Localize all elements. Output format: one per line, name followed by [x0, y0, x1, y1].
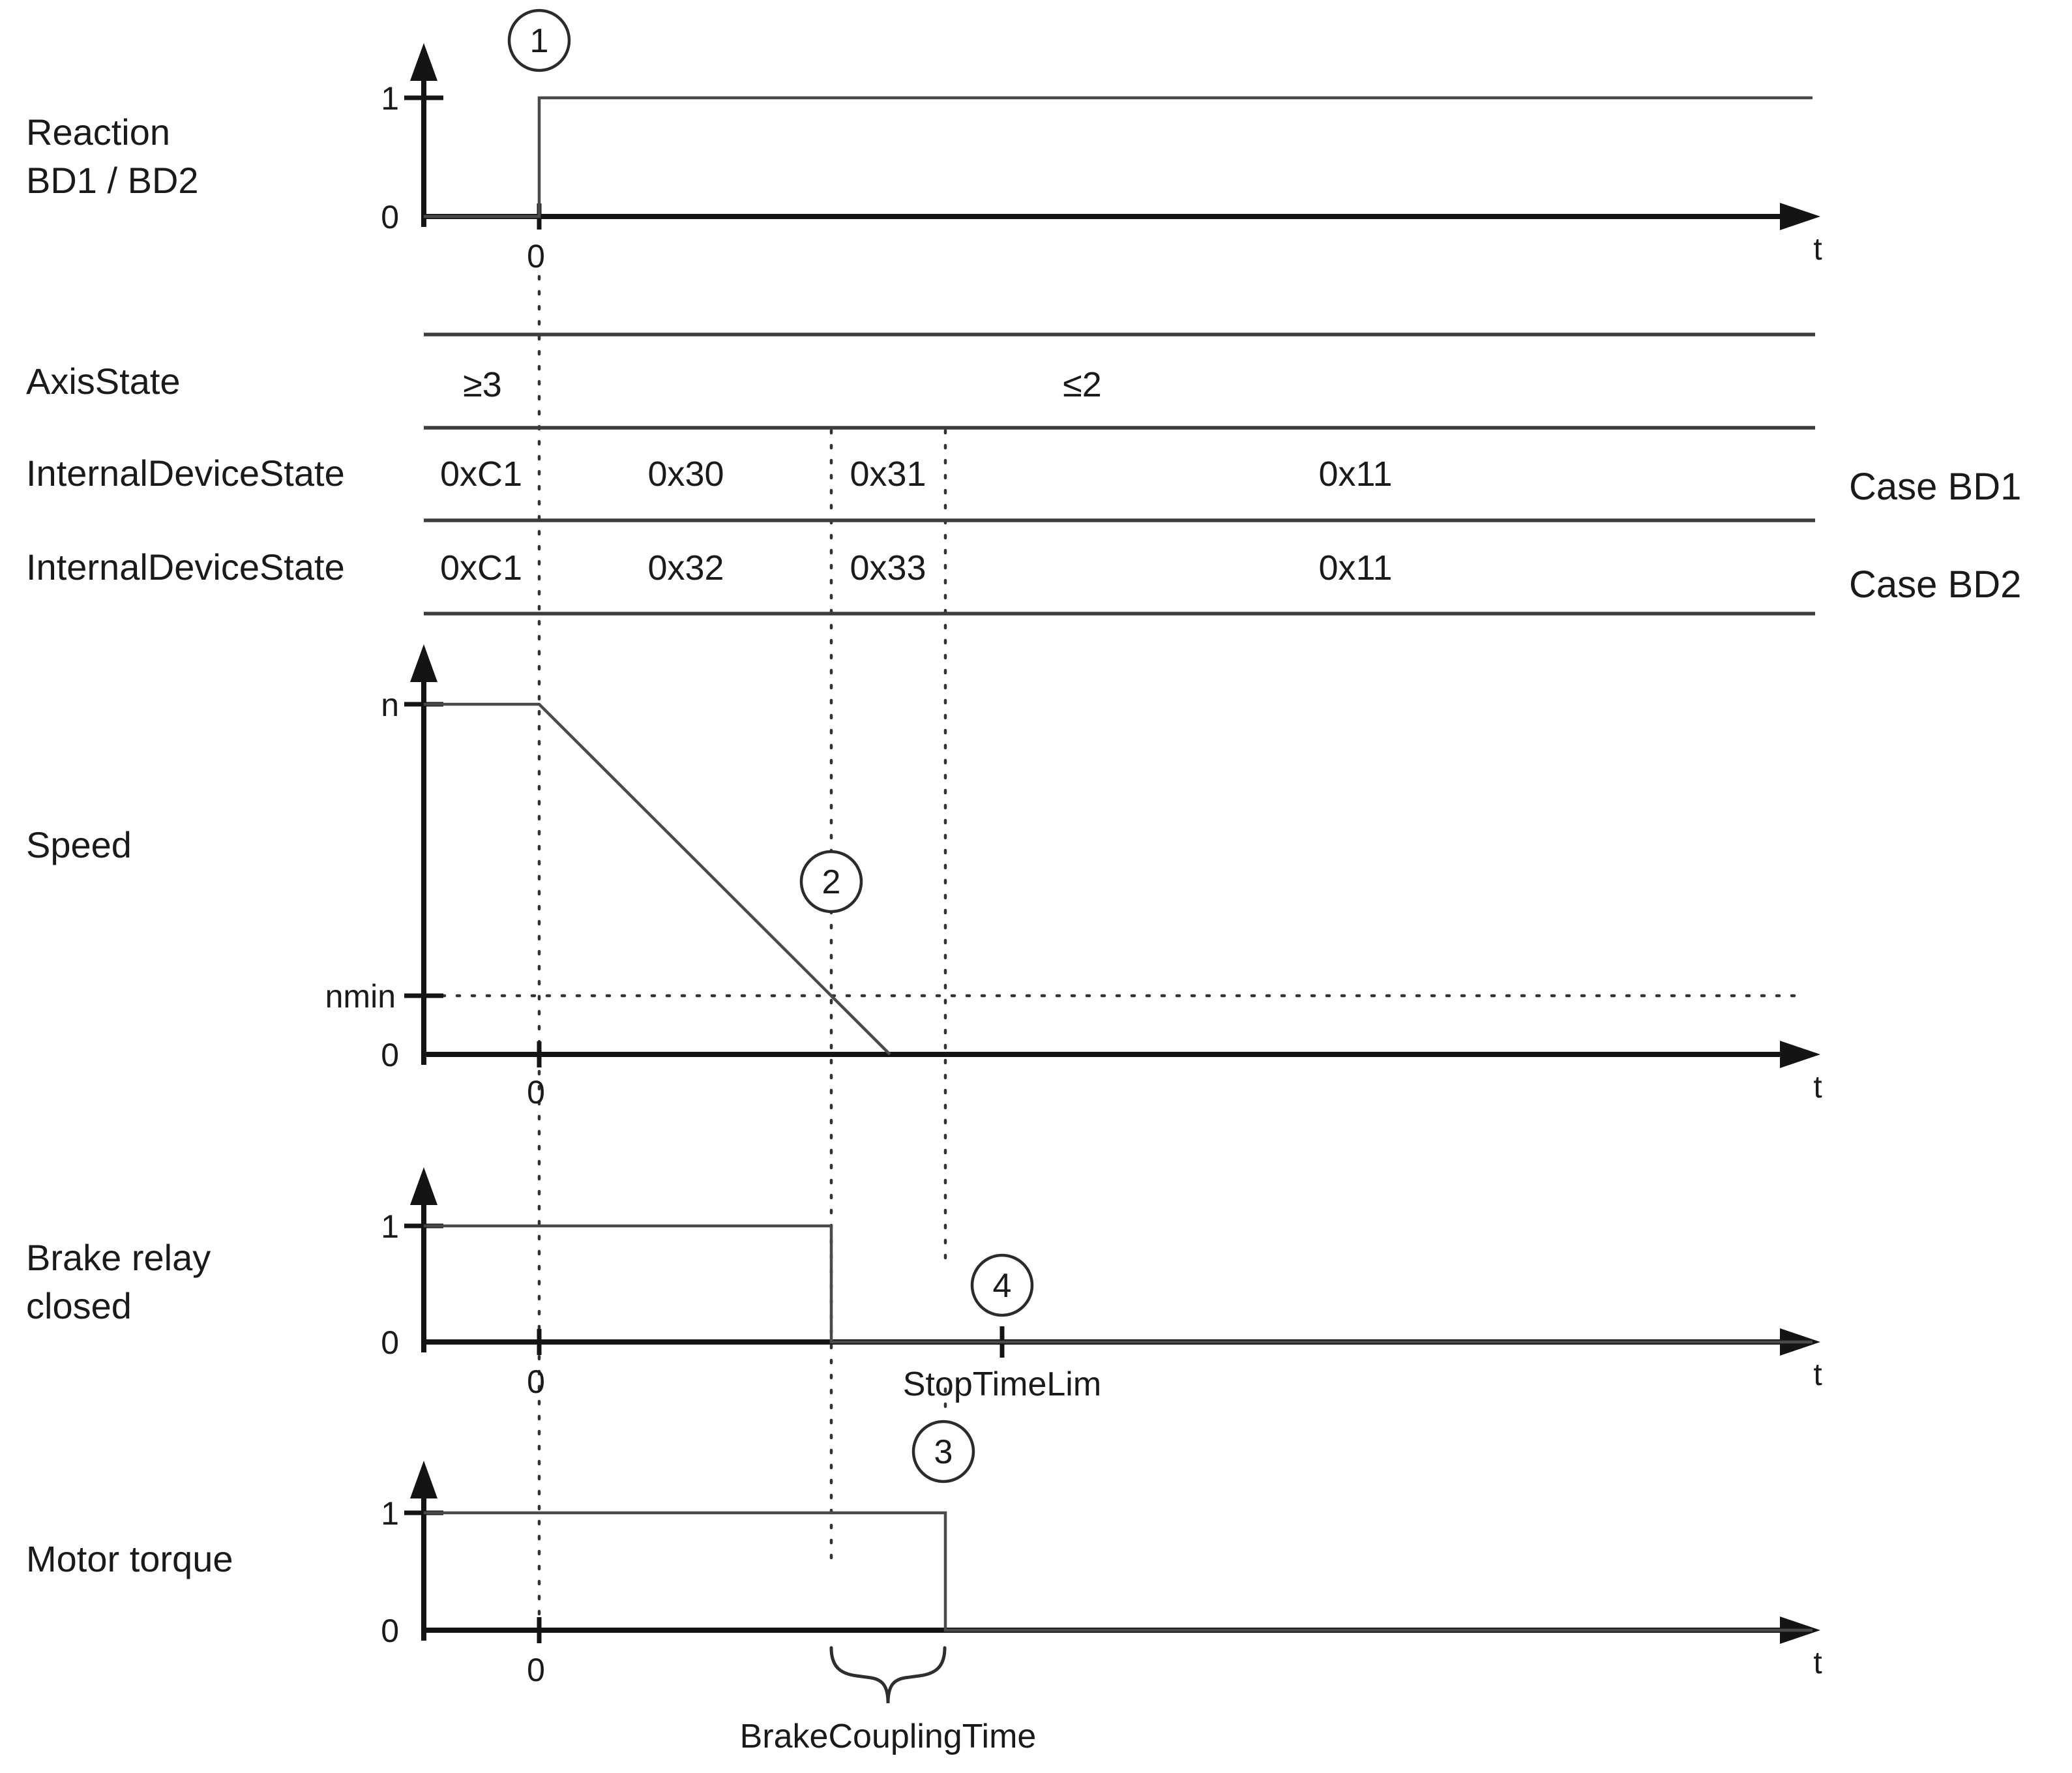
brake-xlabel-0: 0	[527, 1363, 545, 1400]
bd1-state-0xC1: 0xC1	[439, 454, 523, 494]
axis-state-before: ≥3	[463, 365, 502, 404]
speed-ylabel-n: n	[381, 687, 399, 723]
bd2-state-0x11: 0x11	[1318, 548, 1393, 588]
reaction-ylabel-0: 0	[381, 199, 399, 235]
brake-relay-panel	[26, 1167, 1822, 1403]
speed-xlabel-0: 0	[527, 1074, 545, 1110]
motor-torque-panel	[26, 1422, 1822, 1755]
dashed-guides	[427, 276, 1806, 1630]
state-rows	[26, 335, 2021, 614]
motor-ylabel-0: 0	[381, 1613, 399, 1649]
speed-ylabel-nmin: nmin	[325, 978, 396, 1015]
brake-coupling-time-brace-icon	[831, 1648, 945, 1703]
speed-panel	[26, 644, 1822, 1110]
speed-label: Speed	[26, 824, 132, 865]
reaction-t-axis-arrow-icon	[1780, 203, 1820, 230]
bd1-state-0x31: 0x31	[850, 454, 926, 494]
event-marker-3-number: 3	[934, 1433, 953, 1471]
brake-label-line2: closed	[26, 1285, 132, 1326]
speed-t-axis-arrow-icon	[1780, 1041, 1820, 1068]
bd1-state-0x30: 0x30	[647, 454, 724, 494]
brake-coupling-time-label: BrakeCouplingTime	[739, 1718, 1037, 1755]
motor-y-axis-arrow-icon	[410, 1461, 437, 1498]
bd2-state-0x32: 0x32	[647, 548, 724, 588]
event-marker-4-number: 4	[992, 1267, 1012, 1305]
device-state-row-bd1	[26, 453, 2021, 508]
event-marker-2-number: 2	[821, 863, 841, 901]
brake-ylabel-0: 0	[381, 1324, 399, 1361]
bd2-state-0x33: 0x33	[850, 548, 926, 588]
brake-y-axis-arrow-icon	[410, 1167, 437, 1205]
reaction-ylabel-1: 1	[381, 80, 399, 117]
speed-xlabel-t: t	[1813, 1070, 1822, 1105]
brake-xlabel-t: t	[1813, 1358, 1822, 1392]
motor-xlabel-0: 0	[527, 1652, 545, 1688]
reaction-xlabel-t: t	[1813, 232, 1822, 267]
bd2-state-0xC1: 0xC1	[439, 548, 523, 588]
brake-stoptimelim-label: StopTimeLim	[902, 1365, 1102, 1403]
brake-waveform	[424, 1226, 1813, 1342]
speed-y-axis-arrow-icon	[410, 644, 437, 682]
brake-label-line1: Brake relay	[26, 1237, 211, 1278]
reaction-xlabel-0: 0	[527, 238, 545, 275]
device-state-row-bd2	[26, 546, 2021, 606]
reaction-label-line2: BD1 / BD2	[26, 160, 199, 201]
bd1-state-0x11: 0x11	[1318, 454, 1393, 494]
motor-ylabel-1: 1	[381, 1495, 399, 1532]
reaction-y-axis-arrow-icon	[410, 43, 437, 81]
motor-waveform	[424, 1513, 1813, 1630]
case-bd1-label: Case BD1	[1849, 466, 2022, 508]
axis-state-row	[26, 361, 1102, 404]
brake-ylabel-1: 1	[381, 1208, 399, 1245]
event-marker-1-number: 1	[529, 22, 549, 60]
motor-xlabel-t: t	[1813, 1646, 1822, 1680]
device-state-bd1-label: InternalDeviceState	[26, 453, 345, 494]
reaction-label-line1: Reaction	[26, 112, 171, 153]
case-bd2-label: Case BD2	[1849, 563, 2022, 606]
axis-state-label: AxisState	[26, 361, 181, 402]
reaction-waveform	[424, 98, 1813, 216]
reaction-panel	[26, 10, 1822, 275]
axis-state-after: ≤2	[1063, 365, 1102, 404]
device-state-bd2-label: InternalDeviceState	[26, 546, 345, 588]
motor-label: Motor torque	[26, 1538, 233, 1579]
speed-ylabel-0: 0	[381, 1037, 399, 1073]
